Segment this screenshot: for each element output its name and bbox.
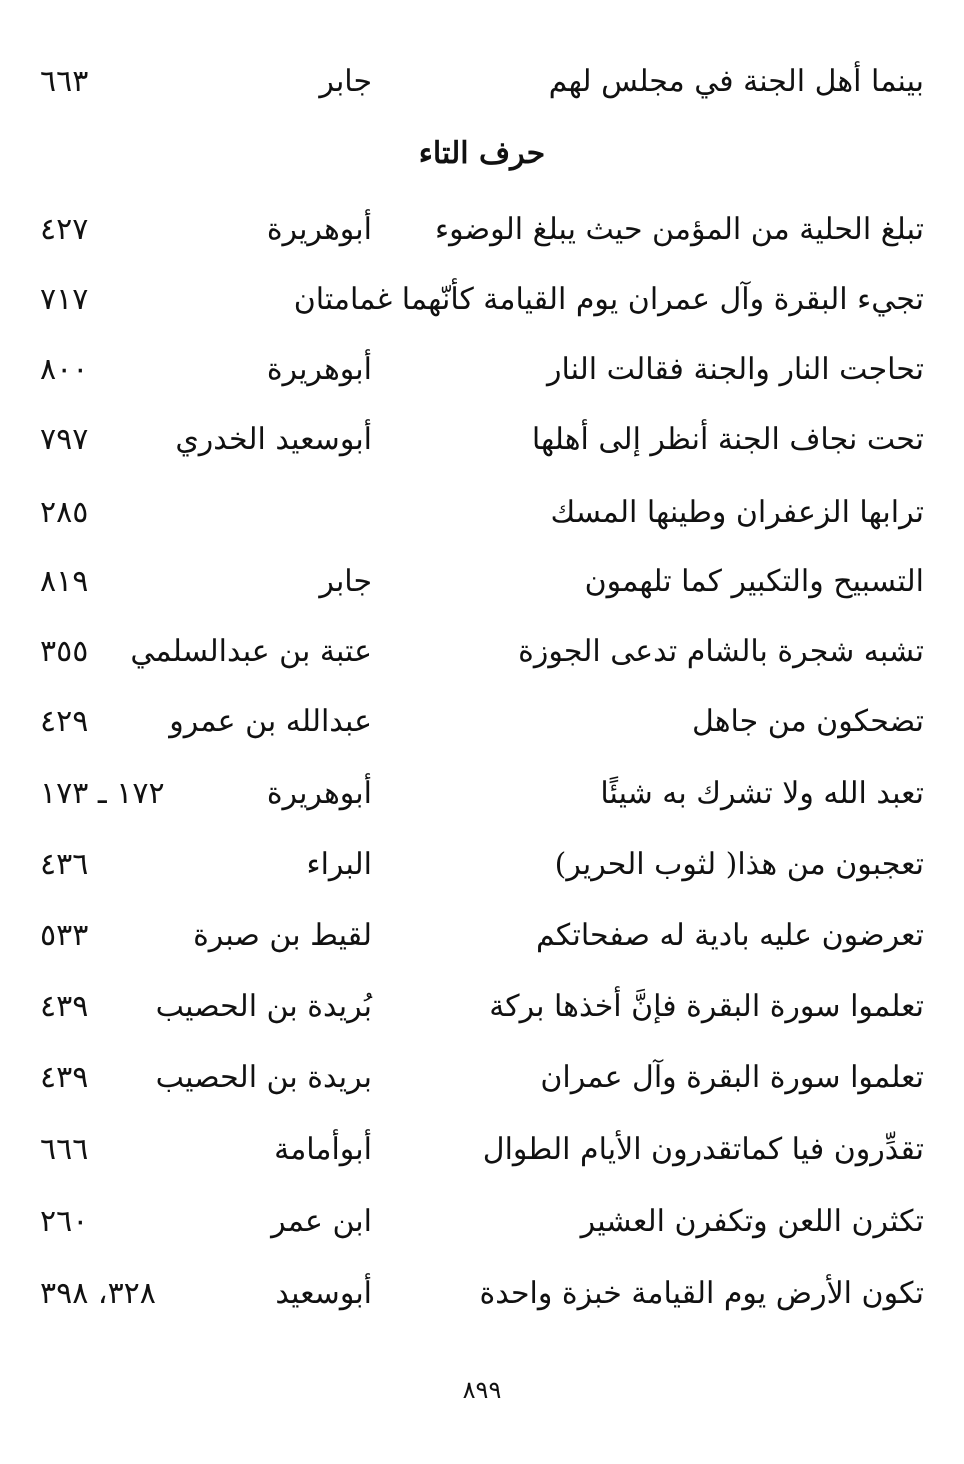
narrator-name: أبوهريرة	[266, 776, 372, 811]
narrator-name: جابر	[319, 564, 372, 599]
hadith-text: تكثرن اللعن وتكفرن العشير	[580, 1204, 924, 1239]
index-row	[40, 483, 924, 543]
page-reference: ٦٦٣	[40, 64, 89, 99]
page-number: ٨٩٩	[462, 1376, 502, 1404]
page-reference: ٧٩٧	[40, 422, 89, 457]
index-row	[40, 977, 924, 1037]
hadith-text: تحاجت النار والجنة فقالت النار	[546, 352, 924, 387]
narrator-name: عبدالله بن عمرو	[169, 704, 372, 739]
index-row	[40, 906, 924, 966]
page-reference: ٤٣٦	[40, 847, 89, 882]
hadith-text: تشبه شجرة بالشام تدعى الجوزة	[518, 634, 924, 669]
hadith-text: تضحكون من جاهل	[691, 704, 924, 739]
hadith-text: تعبد الله ولا تشرك به شيئًا	[600, 776, 924, 811]
hadith-text: تعلموا سورة البقرة وآل عمران	[540, 1060, 924, 1095]
page-reference: ٧١٧	[40, 282, 89, 317]
index-row	[40, 200, 924, 260]
page-reference: ٤٢٩	[40, 704, 89, 739]
index-row	[40, 835, 924, 895]
index-row	[40, 410, 924, 470]
narrator-name: عتبة بن عبدالسلمي	[130, 634, 372, 669]
narrator-name: لقيط بن صبرة	[193, 918, 372, 953]
index-row	[40, 692, 924, 752]
page-reference: ٤٣٩	[40, 989, 89, 1024]
index-row	[40, 764, 924, 824]
index-row	[40, 1048, 924, 1108]
page-reference: ٢٨٥	[40, 495, 89, 530]
section-heading: حرف التاء	[418, 136, 546, 171]
narrator-name: أبوسعيد الخدري	[175, 422, 372, 457]
narrator-name: جابر	[319, 64, 372, 99]
hadith-text: ترابها الزعفران وطينها المسك	[550, 495, 924, 530]
hadith-text: تحت نجاف الجنة أنظر إلى أهلها	[531, 422, 924, 457]
narrator-name: بريدة بن الحصيب	[155, 1060, 372, 1095]
hadith-text: تعرضون عليه بادية له صفحاتكم	[535, 918, 924, 953]
index-row	[40, 552, 924, 612]
hadith-text: تجيء البقرة وآل عمران يوم القيامة كأنّهما غمامتان	[293, 282, 924, 317]
hadith-text: تعلموا سورة البقرة فإنَّ أخذها بركة	[489, 989, 924, 1024]
index-row	[40, 1264, 924, 1324]
hadith-text: التسبيح والتكبير كما تلهمون	[584, 564, 924, 599]
page-reference: ٤٣٩	[40, 1060, 89, 1095]
page-reference: ٢٦٠	[40, 1204, 89, 1239]
index-row	[40, 340, 924, 400]
index-row	[40, 270, 924, 330]
page-reference: ٨١٩	[40, 564, 89, 599]
index-row	[40, 1192, 924, 1252]
index-row	[40, 622, 924, 682]
page-reference: ٥٣٣	[40, 918, 89, 953]
page-reference: ٣٥٥	[40, 634, 89, 669]
hadith-text: بينما أهل الجنة في مجلس لهم	[548, 64, 924, 99]
narrator-name: بُريدة بن الحصيب	[155, 989, 372, 1024]
index-row	[40, 1120, 924, 1180]
page-reference: ١٧٢ ـ ١٧٣	[40, 776, 165, 811]
hadith-text: تبلغ الحلية من المؤمن حيث يبلغ الوضوء	[435, 212, 924, 247]
page-reference: ٦٦٦	[40, 1132, 89, 1167]
hadith-text: تقدِّرون فيا كماتقدرون الأيام الطوال	[482, 1132, 924, 1167]
narrator-name: أبوأمامة	[274, 1132, 372, 1167]
narrator-name: البراء	[306, 847, 372, 882]
hadith-text: تعجبون من هذا( لثوب الحرير)	[554, 847, 924, 882]
index-row	[40, 52, 924, 112]
narrator-name: أبوسعيد	[275, 1276, 372, 1311]
page-reference: ٨٠٠	[40, 352, 89, 387]
narrator-name: أبوهريرة	[266, 352, 372, 387]
page-reference: ٣٢٨، ٣٩٨	[40, 1276, 156, 1311]
hadith-text: تكون الأرض يوم القيامة خبزة واحدة	[479, 1276, 924, 1311]
narrator-name: ابن عمر	[271, 1204, 372, 1239]
narrator-name: أبوهريرة	[266, 212, 372, 247]
page-reference: ٤٢٧	[40, 212, 89, 247]
